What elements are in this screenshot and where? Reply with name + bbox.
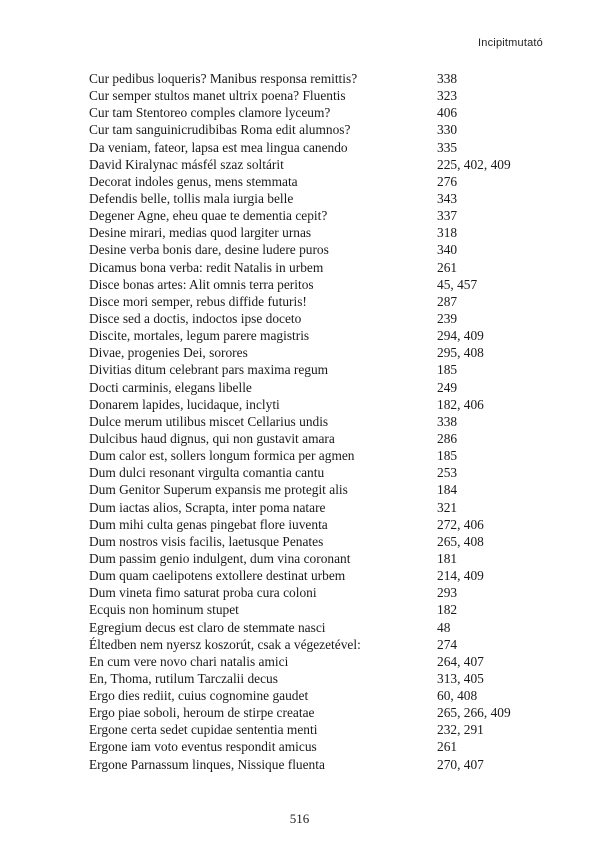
incipit-text: Dum vineta fimo saturat proba cura coloni — [89, 585, 317, 601]
page-references: 270, 407 — [437, 756, 484, 772]
index-entry — [89, 687, 549, 704]
page-references: 295, 408 — [437, 345, 484, 361]
page-references: 337 — [437, 208, 458, 224]
page-references: 45, 457 — [437, 276, 478, 292]
index-entry — [89, 584, 549, 601]
incipit-text: Defendis belle, tollis mala iurgia belle — [89, 190, 294, 206]
incipit-text: Disce mori semper, rebus diffide futuris! — [89, 293, 307, 309]
page-references: 321 — [437, 499, 458, 515]
incipit-text: Dum iactas alios, Scrapta, inter poma natare — [89, 499, 326, 515]
page-number: 516 — [289, 811, 310, 826]
page-references: 338 — [437, 71, 458, 86]
page-references: 340 — [437, 242, 458, 258]
index-entry — [89, 653, 549, 670]
incipit-text: David Kiralynac másfél szaz soltárit — [89, 156, 284, 172]
page-references: 276 — [437, 173, 458, 189]
index-entry — [89, 207, 549, 224]
index-entry — [89, 190, 549, 207]
incipit-text: Dum dulci resonant virgulta comantia cantu — [89, 465, 325, 481]
page-references: 294, 409 — [437, 328, 484, 344]
page-references: 60, 408 — [437, 688, 478, 704]
page-references: 313, 405 — [437, 670, 484, 686]
index-entry — [89, 224, 549, 241]
index-entry — [89, 413, 549, 430]
page-references: 335 — [437, 139, 458, 155]
page-references: 338 — [437, 413, 458, 429]
incipit-text: Ecquis non hominum stupet — [89, 602, 239, 618]
page-references: 406 — [437, 105, 458, 121]
incipit-text: Degener Agne, eheu quae te dementia cepit? — [89, 208, 328, 224]
index-entry — [89, 738, 549, 755]
incipit-text: Dum nostros visis facilis, laetusque Penates — [89, 533, 324, 549]
incipit-text: Divitias ditum celebrant pars maxima regum — [89, 362, 329, 378]
page-references: 274 — [437, 636, 458, 652]
page-references: 253 — [437, 465, 458, 481]
incipit-text: Dum calor est, sollers longum formica per agmen — [89, 448, 355, 464]
page-references: 286 — [437, 430, 458, 446]
page-references: 272, 406 — [437, 516, 484, 532]
index-entry — [89, 173, 549, 190]
page-references: 214, 409 — [437, 568, 484, 584]
incipit-text: Da veniam, fateor, lapsa est mea lingua canendo — [89, 139, 348, 155]
page-references: 184 — [437, 482, 458, 498]
running-header: Incipitmutató — [478, 37, 543, 49]
incipit-text: En cum vere novo chari natalis amici — [89, 653, 289, 669]
page-references: 185 — [437, 362, 458, 378]
index-entry — [89, 156, 549, 173]
page-references: 293 — [437, 585, 458, 601]
page-references: 318 — [437, 225, 458, 241]
incipit-text: Dum passim genio indulgent, dum vina coronant — [89, 550, 351, 566]
incipit-text: Desine verba bonis dare, desine ludere puros — [89, 242, 329, 258]
index-entry — [89, 756, 549, 773]
incipit-text: Cur semper stultos manet ultrix poena? Fluentis — [89, 88, 346, 104]
index-entry — [89, 276, 549, 293]
page-references: 265, 266, 409 — [437, 705, 511, 721]
index-entry — [89, 636, 549, 653]
incipit-text: Cur tam sanguinicrudibibas Roma edit alumnos? — [89, 122, 351, 138]
incipit-text: Dum quam caelipotens extollere destinat urbem — [89, 568, 346, 584]
incipit-text: Egregium decus est claro de stemmate nasci — [89, 619, 326, 635]
incipit-text: Divae, progenies Dei, sorores — [89, 345, 248, 361]
page-references: 182 — [437, 602, 458, 618]
incipit-text: Decorat indoles genus, mens stemmata — [89, 173, 298, 189]
page-references: 261 — [437, 259, 458, 275]
incipit-text: Ergone certa sedet cupidae sententia menti — [89, 722, 318, 738]
incipit-text: Dum mihi culta genas pingebat flore iuventa — [89, 516, 328, 532]
incipit-index — [89, 70, 549, 773]
index-entry — [89, 259, 549, 276]
index-entry — [89, 104, 549, 121]
index-entry — [89, 70, 549, 87]
index-entry — [89, 139, 549, 156]
index-entry — [89, 499, 549, 516]
incipit-text: Dulcibus haud dignus, qui non gustavit amara — [89, 430, 335, 446]
index-entry — [89, 567, 549, 584]
index-entry — [89, 516, 549, 533]
index-entry — [89, 121, 549, 138]
incipit-text: Donarem lapides, lucidaque, inclyti — [89, 396, 280, 412]
page-references: 181 — [437, 550, 458, 566]
incipit-text: Dum Genitor Superum expansis me protegit alis — [89, 482, 348, 498]
index-entry — [89, 721, 549, 738]
page-references: 185 — [437, 448, 458, 464]
index-entry — [89, 396, 549, 413]
index-entry — [89, 619, 549, 636]
page-references: 182, 406 — [437, 396, 484, 412]
page-references: 265, 408 — [437, 533, 484, 549]
page-references: 232, 291 — [437, 722, 484, 738]
incipit-text: Discite, mortales, legum parere magistris — [89, 328, 310, 344]
index-entry — [89, 670, 549, 687]
page-references: 261 — [437, 739, 458, 755]
incipit-text: Dicamus bona verba: redit Natalis in urbem — [89, 259, 324, 275]
incipit-text: Cur tam Stentoreo comples clamore lyceum? — [89, 105, 331, 121]
incipit-text: En, Thoma, rutilum Tarczalii decus — [89, 670, 278, 686]
incipit-text: Disce bonas artes: Alit omnis terra peritos — [89, 276, 314, 292]
incipit-text: Ergone iam voto eventus respondit amicus — [89, 739, 317, 755]
index-entry — [89, 464, 549, 481]
incipit-text: Ergo dies rediit, cuius cognomine gaudet — [89, 688, 309, 704]
index-entry — [89, 293, 549, 310]
index-entry — [89, 241, 549, 258]
index-entry — [89, 87, 549, 104]
index-entry — [89, 601, 549, 618]
page-references: 343 — [437, 190, 458, 206]
page-references: 225, 402, 409 — [437, 156, 511, 172]
page-references: 249 — [437, 379, 458, 395]
index-entry — [89, 310, 549, 327]
index-entry — [89, 379, 549, 396]
incipit-text: Desine mirari, medias quod largiter urnas — [89, 225, 312, 241]
page-references: 323 — [437, 88, 458, 104]
index-entry — [89, 344, 549, 361]
page-references: 264, 407 — [437, 653, 484, 669]
incipit-text: Cur pedibus loqueris? Manibus responsa remittis? — [89, 71, 358, 86]
page-references: 48 — [437, 619, 451, 635]
index-entry — [89, 550, 549, 567]
page-references: 239 — [437, 310, 458, 326]
index-entry — [89, 704, 549, 721]
index-entry — [89, 481, 549, 498]
incipit-text: Éltedben nem nyersz koszorút, csak a végezetével: — [89, 636, 361, 652]
incipit-text: Ergo piae soboli, heroum de stirpe creatae — [89, 705, 315, 721]
index-entry — [89, 430, 549, 447]
index-entry — [89, 533, 549, 550]
incipit-text: Ergone Parnassum linques, Nissique fluenta — [89, 756, 325, 772]
index-entry — [89, 361, 549, 378]
index-entry — [89, 327, 549, 344]
incipit-text: Dulce merum utilibus miscet Cellarius undis — [89, 413, 329, 429]
page-references: 287 — [437, 293, 458, 309]
index-entry — [89, 447, 549, 464]
page-references: 330 — [437, 122, 458, 138]
incipit-text: Disce sed a doctis, indoctos ipse doceto — [89, 310, 302, 326]
incipit-text: Docti carminis, elegans libelle — [89, 379, 252, 395]
